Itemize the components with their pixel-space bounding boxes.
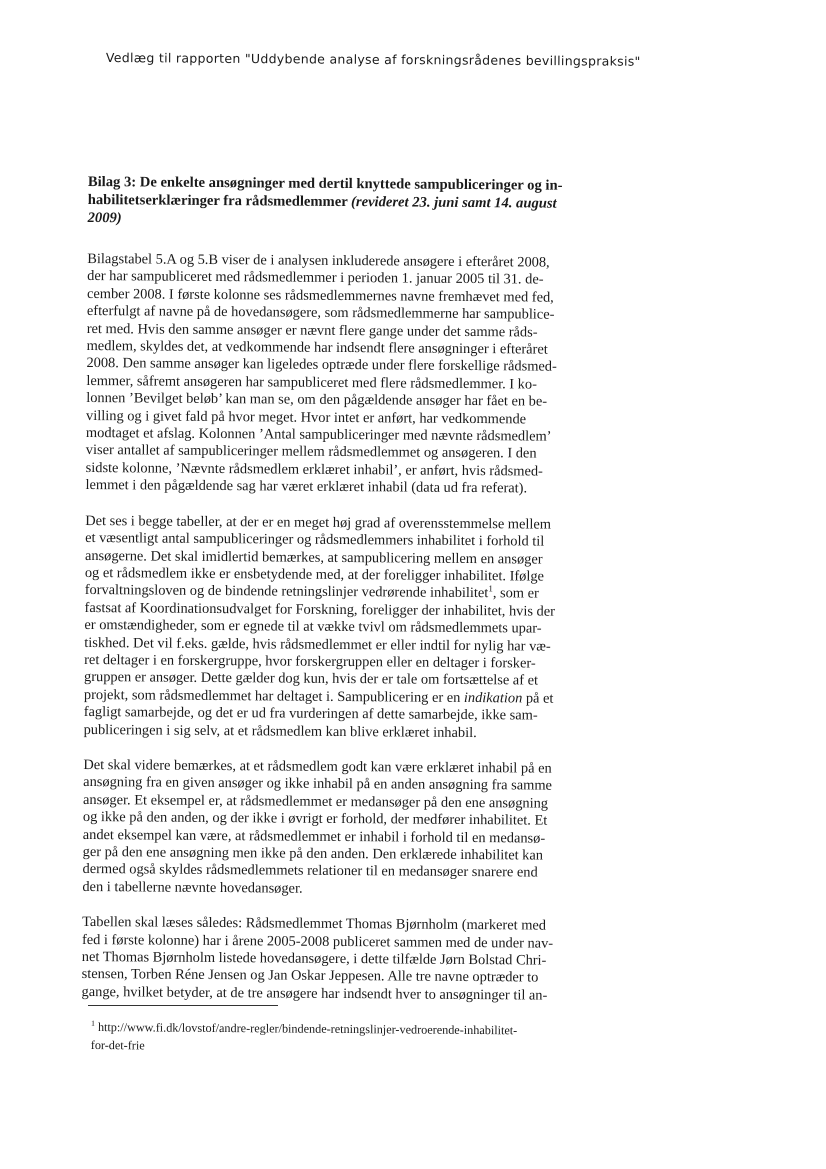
- text-line: et væsentligt antal sampubliceringer og rådsmedlemmers inhabilitet i forhold til: [85, 530, 545, 550]
- text-line: medlem, skyldes det, at vedkommende har indsendt flere ansøgninger i efteråret: [86, 338, 548, 358]
- text-line: ret deltager i en forskergruppe, hvor forskergruppen eller en deltager i forsker-: [84, 651, 536, 672]
- footnote-marker: 1: [90, 1018, 95, 1028]
- text-line: 2008. Den samme ansøger kan ligeledes optræde under flere forskellige rådsmed-: [86, 355, 557, 376]
- text-line: er omstændigheder, som er egnede til at vække tvivl om rådsmedlemmets upar-: [84, 617, 542, 637]
- text-line: net Thomas Bjørnholm listede hovedansøgere, i dette tilfælde Jørn Bolstad Chri-: [81, 949, 547, 969]
- text-line: lonnen ’Bevilget beløb’ kan man se, om den pågældende ansøger har fået en be-: [86, 390, 548, 410]
- text-line: Det skal videre bemærkes, at et rådsmedlem godt kan være erklæret inhabil på en: [83, 756, 552, 777]
- text-line: Tabellen skal læses således: Rådsmedlemmet Thomas Bjørnholm (markeret med: [82, 914, 547, 934]
- paragraph-inhabilitet: [84, 513, 592, 743]
- text-line: ger på den ene ansøgning men ikke på den anden. Den erklærede inhabilitet kan: [82, 843, 544, 864]
- text-line: efterfulgt af navne på de hovedansøgere, som rådsmedlemmerne har sampublice-: [86, 303, 555, 323]
- text-segment: projekt, som rådsmedlemmet har deltaget i. Sampublicering er en: [83, 686, 465, 706]
- text-line: den i tabellerne nævnte hovedansøger.: [82, 878, 303, 897]
- document-body: [81, 173, 594, 1023]
- text-line: cember 2008. I første kolonne ses rådsmedlemmernes navne fremhævet med fed,: [86, 285, 554, 306]
- text-line: andet eksempel kan være, at rådsmedlemmet er inhabil i forhold til en medansø-: [82, 826, 546, 847]
- text-line: der har sampubliceret med rådsmedlemmer i perioden 1. januar 2005 til 31. de-: [87, 268, 544, 288]
- text-line: ansøger. Et eksempel er, at rådsmedlemmet er medansøger på den ene ansøgning: [83, 791, 549, 812]
- text-line: ret med. Hvis den samme ansøger er nævnt flere gange under det samme råds-: [86, 320, 538, 341]
- text-line: tiskhed. Det vil f.eks. gælde, hvis rådsmedlemmet er eller indtil for nylig har væ-: [84, 634, 551, 655]
- text-line: sidste kolonne, ’Nævnte rådsmedlem erklæret inhabil’, er anført, hvis rådsmed-: [85, 459, 543, 480]
- paragraph-reading-guide: [81, 914, 588, 1005]
- footnote: [91, 1018, 611, 1058]
- appendix-heading: [88, 173, 594, 231]
- paragraph-intro: [85, 251, 593, 499]
- text-line: Bilagstabel 5.A og 5.B viser de i analysen inkluderede ansøgere i efteråret 2008,: [87, 250, 550, 271]
- text-line: fastsat af Koordinationsudvalget for Forskning, foreligger der inhabilitet, hvis der: [84, 599, 556, 620]
- footnote-link-continued[interactable]: for-det-frie: [90, 1037, 145, 1053]
- heading-text: habilitetserklæringer fra rådsmedlemmer: [87, 191, 352, 211]
- paragraph-examples: [82, 757, 589, 900]
- text-line: lemmer, såfremt ansøgeren har sampubliceret med flere rådsmedlemmer. I ko-: [86, 372, 537, 393]
- text-line: ansøgerne. Det skal imidlertid bemærkes, at sampublicering mellem en ansøger: [84, 547, 543, 568]
- text-line: lemmet i den pågældende sag har været erklæret inhabil (data ud fra referat).: [85, 477, 528, 497]
- text-line: stensen, Torben Réne Jensen og Jan Oskar Jeppesen. Alle tre navne optræder to: [81, 966, 539, 986]
- text-line: fed i første kolonne) har i årene 2005-2008 publiceret sammen med de under nav-: [81, 931, 554, 952]
- text-line: viser antallet af sampubliceringer mellem rådsmedlemmet og ansøgeren. I den: [85, 442, 537, 463]
- text-segment: , som er: [492, 585, 539, 602]
- footnote-separator: [88, 1005, 278, 1006]
- emphasis-indikation: indikation: [463, 689, 523, 707]
- revision-note: 2009): [87, 209, 122, 227]
- footnote-link[interactable]: http://www.fi.dk/lovstof/andre-regler/bindende-retningslinjer-vedroerende-inhabilitet-: [97, 1020, 518, 1038]
- text-line: publiceringen i sig selv, at et rådsmedlem kan blive erklæret inhabil.: [83, 721, 477, 741]
- revision-note: (revideret 23. juni samt 14. august: [351, 194, 557, 212]
- text-line: fagligt samarbejde, og det er ud fra vurderingen af dette samarbejde, ikke sam-: [83, 704, 538, 724]
- page-header: Vedlæg til rapporten "Uddybende analyse af forskningsrådenes bevillingspraksis": [105, 50, 641, 69]
- text-segment: forvaltningsloven og de bindende retningslinjer vedrørende inhabilitet: [84, 582, 489, 602]
- text-line: Det ses i begge tabeller, at der er en meget høj grad af overensstemmelse mellem: [85, 512, 552, 533]
- text-segment: på et: [522, 690, 554, 707]
- text-line: ansøgning fra en given ansøger og ikke inhabil på en anden ansøgning fra samme: [83, 774, 553, 795]
- footnote-reference[interactable]: 1: [488, 583, 493, 594]
- text-line: modtaget et afslag. Kolonnen ’Antal sampubliceringer med nævnte rådsmedlem’: [85, 425, 552, 445]
- text-line: og ikke på den anden, og der ikke i øvrigt er forhold, der medfører inhabilitet. Et: [82, 809, 548, 829]
- text-line: gange, hvilket betyder, at de tre ansøgere har indsendt hver to ansøgninger til an-: [81, 983, 548, 1004]
- text-line: gruppen er ansøger. Dette gælder dog kun, hvis der er tale om fortsættelse af et: [83, 669, 539, 689]
- text-line: dermed også skyldes rådsmedlemmets relationer til en medansøger snarere end: [82, 861, 538, 881]
- text-line: villing og i givet fald på hvor meget. Hvor intet er anført, har vedkommende: [86, 407, 527, 428]
- heading-line: Bilag 3: De enkelte ansøgninger med dertil knyttede sampubliceringer og in-: [87, 173, 563, 194]
- text-line: og et rådsmedlem ikke er ensbetydende med, at der foreligger inhabilitet. Ifølge: [84, 564, 545, 585]
